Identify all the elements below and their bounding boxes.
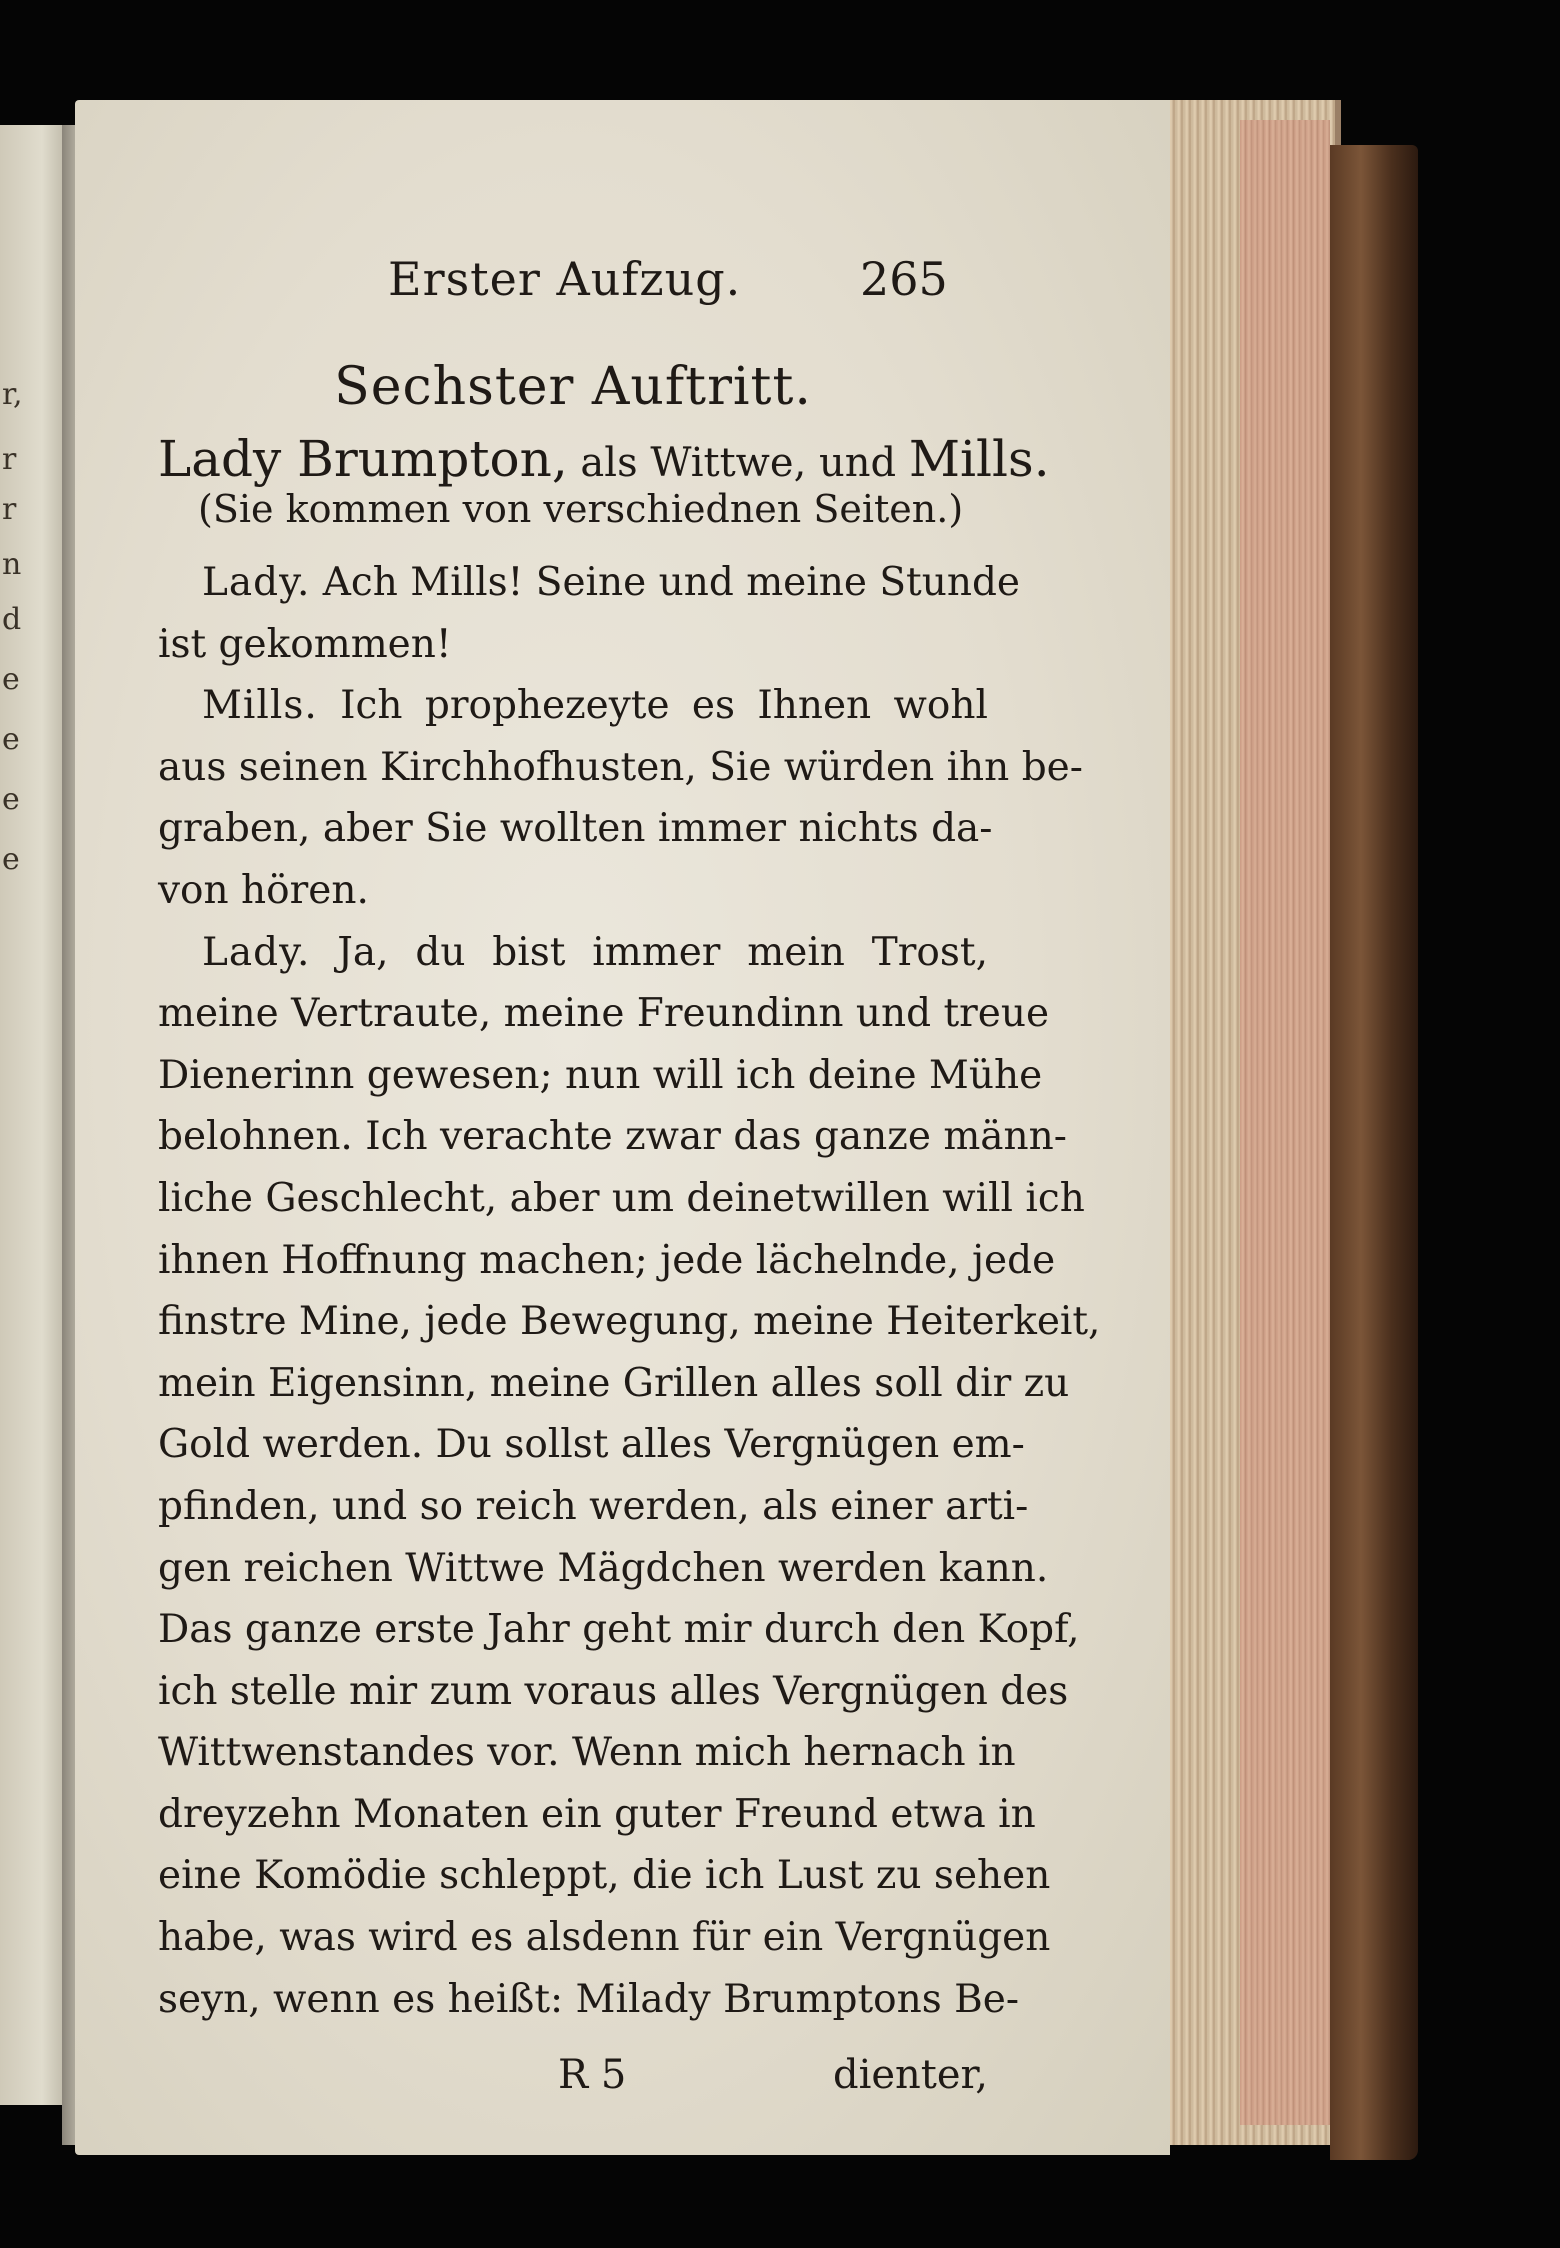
text-line [158, 1599, 1080, 1661]
character-description: als Wittwe, und [567, 440, 909, 486]
page-header [158, 252, 988, 322]
left-page-fragment: n [2, 547, 22, 582]
line-text: Ja, du bist immer mein Trost, [310, 929, 988, 975]
text-line [158, 1661, 1069, 1723]
line-text: ich stelle mir zum voraus alles Vergnügen des [158, 1668, 1069, 1714]
text-line [158, 1106, 1067, 1168]
scene-title: Sechster Auftritt. [334, 357, 812, 417]
left-page-fragment: r [2, 492, 17, 527]
text-line [158, 1045, 1043, 1107]
line-text: von hören. [158, 867, 369, 913]
left-page-edge [0, 125, 70, 2105]
text-line [158, 860, 988, 922]
text-line [158, 1476, 1029, 1538]
leather-cover [1330, 145, 1418, 2160]
line-text: Ach Mills! Seine und meine Stunde [310, 560, 1020, 605]
left-page-fragment: r, [2, 377, 23, 412]
text-line [158, 983, 1050, 1045]
left-page-fragment: e [2, 842, 20, 877]
line-text: Gold werden. Du sollst alles Vergnügen em- [158, 1422, 1025, 1468]
text-line [158, 552, 1020, 614]
text-line [158, 614, 988, 676]
text-line [158, 1538, 1049, 1600]
speaker-name: Lady. [202, 560, 311, 605]
line-text: ihnen Hoffnung machen; jede lächelnde, jede [158, 1237, 1056, 1283]
text-line [158, 1845, 1051, 1907]
left-page-fragment: e [2, 722, 20, 757]
line-text: Das ganze erste Jahr geht mir durch den Kopf, [158, 1607, 1080, 1653]
character-mills: Mills. [908, 430, 1050, 488]
text-line [158, 1168, 1085, 1230]
text-line [158, 1907, 1051, 1969]
speaker-name: Lady. [202, 929, 311, 975]
text-line [158, 675, 988, 737]
line-text: belohnen. Ich verachte zwar das ganze männ- [158, 1114, 1067, 1160]
text-line [158, 1969, 1020, 2031]
character-lady: Lady Brumpton, [158, 430, 568, 488]
text-line [158, 1291, 1101, 1353]
line-text: mein Eigensinn, meine Grillen alles soll dir zu [158, 1360, 1070, 1406]
red-page-edges [1240, 120, 1330, 2125]
character-list [158, 430, 1050, 488]
line-text: eine Komödie schleppt, die ich Lust zu sehen [158, 1853, 1051, 1899]
line-text: pfinden, und so reich werden, als einer arti- [158, 1483, 1029, 1529]
text-line [158, 1722, 1016, 1784]
left-page-fragment: e [2, 662, 20, 697]
text-line [158, 1784, 1036, 1846]
line-text: gen reichen Wittwe Mägdchen werden kann. [158, 1545, 1049, 1591]
text-line [158, 798, 993, 860]
signature-mark: R 5 [558, 2052, 627, 2098]
stage-direction: (Sie kommen von verschiednen Seiten.) [198, 487, 964, 531]
line-text: Ich prophezeyte es Ihnen wohl [317, 683, 988, 729]
line-text: meine Vertraute, meine Freundinn und treue [158, 991, 1050, 1037]
text-line [158, 737, 1083, 799]
line-text: seyn, wenn es heißt: Milady Brumptons Be- [158, 1976, 1020, 2022]
line-text: finstre Mine, jede Bewegung, meine Heiterkeit, [158, 1299, 1101, 1345]
line-text: graben, aber Sie wollten immer nichts da- [158, 806, 993, 852]
speaker-name: Mills. [202, 683, 318, 729]
line-text: liche Geschlecht, aber um deinetwillen will ich [158, 1175, 1085, 1221]
left-page-fragment: d [2, 602, 22, 637]
text-line [158, 1414, 1025, 1476]
catchword: dienter, [832, 2052, 988, 2098]
text-line [158, 922, 988, 984]
text-line [158, 1230, 1056, 1292]
line-text: habe, was wird es alsdenn für ein Vergnügen [158, 1915, 1051, 1961]
line-text: ist gekommen! [158, 621, 452, 667]
line-text: Dienerinn gewesen; nun will ich deine Mühe [158, 1052, 1043, 1098]
left-page-fragment: e [2, 782, 20, 817]
line-text: aus seinen Kirchhofhusten, Sie würden ihn be- [158, 744, 1083, 790]
page-footer [158, 2052, 988, 2112]
page-number: 265 [860, 252, 948, 306]
dialogue-text [158, 552, 1101, 2030]
left-page-fragment: r [2, 442, 17, 477]
running-head: Erster Aufzug. [388, 252, 742, 306]
line-text: Wittwenstandes vor. Wenn mich hernach in [158, 1730, 1016, 1776]
text-line [158, 1353, 1070, 1415]
line-text: dreyzehn Monaten ein guter Freund etwa in [158, 1791, 1036, 1837]
